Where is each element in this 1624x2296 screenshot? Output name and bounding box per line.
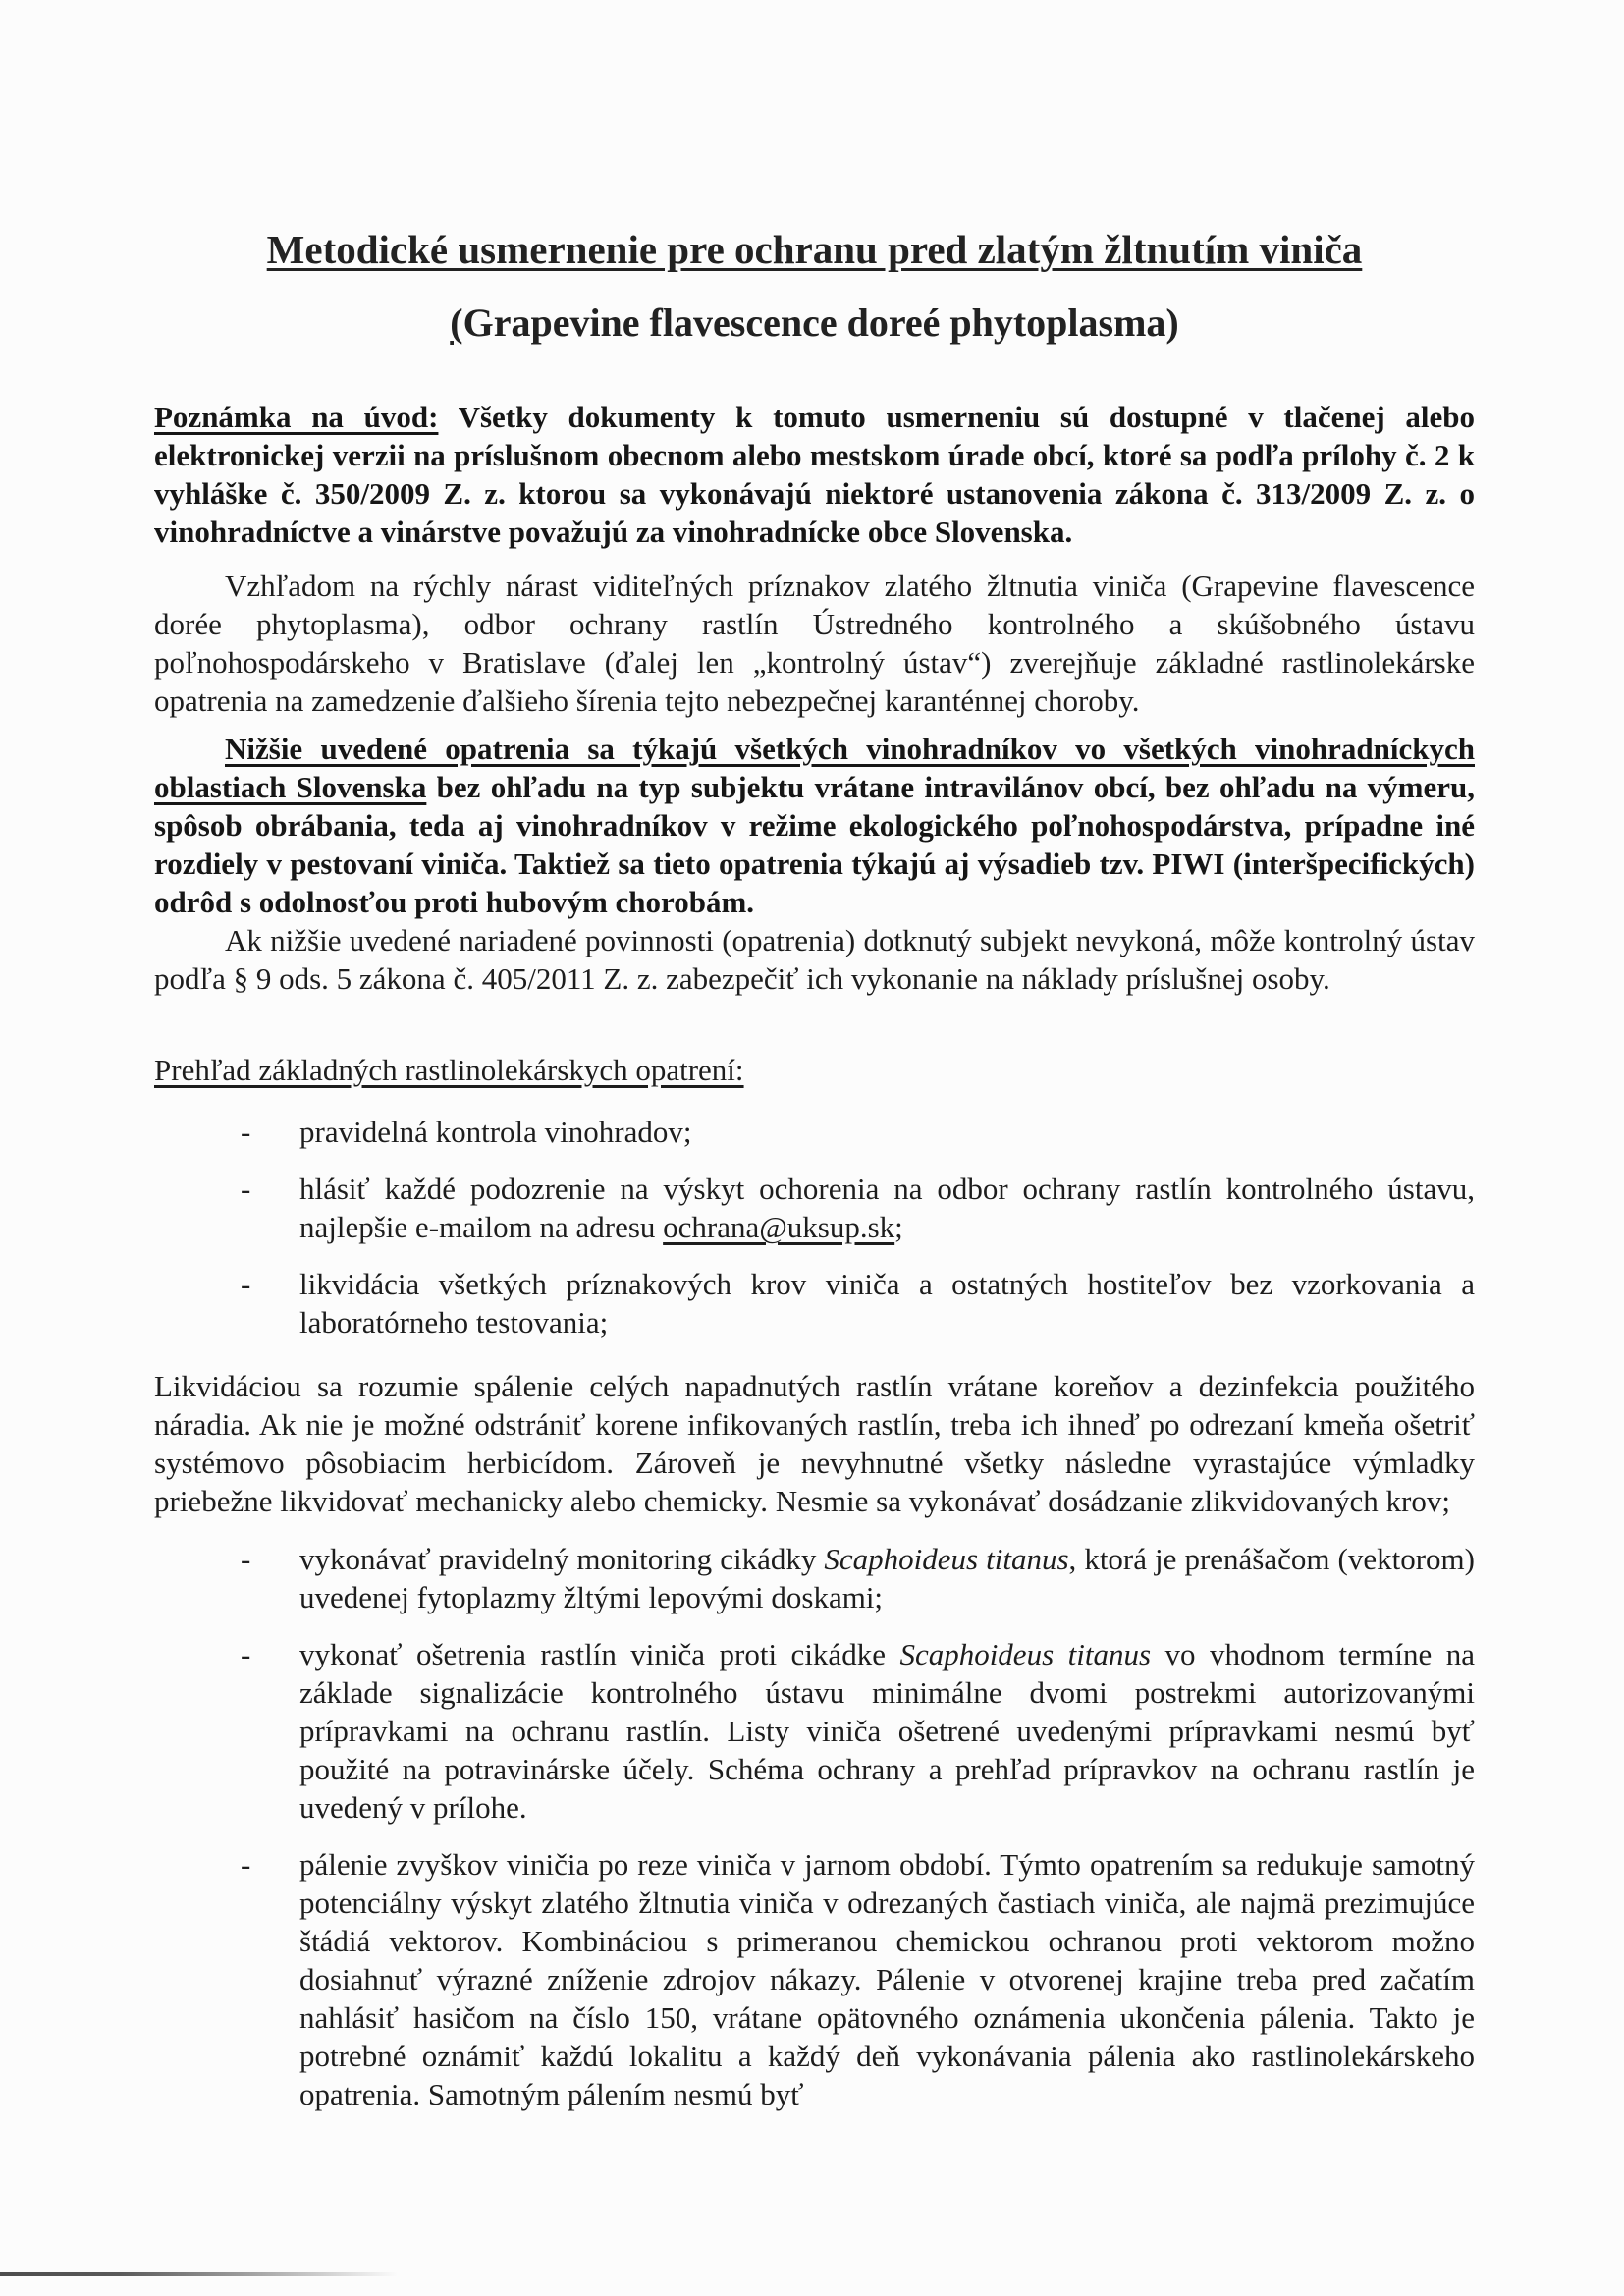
text-segment: bez ohľadu na typ subjektu vrátane intravilánov obcí, bez ohľadu na výmeru, spôsob obrábania, teda aj vinohradníkov v režime ekologického poľnohospodárstva, prípadne iné rozdiely v pestovaní viniča. Taktiež sa tieto opatrenia týkajú aj výsadieb tzv. PIWI (interšpecifických) odrôd s odolnosťou proti hubovým chorobám.	[154, 770, 1475, 920]
text-segment: Grapevine flavescence doreé phytoplasma)	[462, 301, 1179, 346]
text-segment: Nižšie uvedené opatrenia sa týkajú všetkých vinohradníkov vo všetkých vinohradníckych oblastiach Slovenska	[154, 732, 1475, 805]
text-segment: Všetky dokumenty k tomuto usmerneniu sú dostupné v tlačenej alebo elektronickej verzii na príslušnom obecnom alebo mestskom úrade obcí, ktoré sa podľa prílohy č. 2 k vyhláške č. 350/2009 Z. z. ktorou sa vykonávajú niektoré ustanovenia zákona č. 313/2009 Z. z. o vinohradníctve a vinárstve považujú za vinohradnícke obce Slovenska.	[154, 400, 1475, 550]
section-heading-prehlad	[154, 1051, 1475, 1089]
text-segment: Ak nižšie uvedené nariadené povinnosti (opatrenia) dotknutý subjekt nevykoná, môže kontrolný ústav podľa § 9 ods. 5 zákona č. 405/2011 Z. z. zabezpečiť ich vykonanie na náklady príslušnej osoby.	[154, 923, 1475, 997]
paragraph-intro-note	[154, 398, 1475, 551]
text-segment: likvidácia všetkých príznakových krov viniča a ostatných hostiteľov bez vzorkovania a laboratórneho testovania;	[299, 1267, 1475, 1340]
text-segment: Prehľad základných rastlinolekárskych opatrení:	[154, 1053, 744, 1088]
text-segment: vykonávať pravidelný monitoring cikádky	[299, 1542, 825, 1577]
bullet-text	[299, 1635, 1475, 1827]
text-segment: pravidelná kontrola vinohradov;	[299, 1115, 692, 1150]
bullet-item-monitoring	[154, 1540, 1475, 1616]
text-segment: Metodické usmernenie pre ochranu pred zlatým žltnutím viniča	[266, 227, 1363, 272]
text-segment: (	[450, 301, 463, 346]
text-segment: Scaphoideus titanus	[824, 1542, 1069, 1577]
bullet-marker: -	[241, 1172, 251, 1207]
bullet-text	[299, 1170, 1475, 1246]
bullet-text	[299, 1845, 1475, 2113]
bullet-list-monitoring	[154, 1540, 1475, 2113]
text-segment: Likvidáciou sa rozumie spálenie celých napadnutých rastlín vrátane koreňov a dezinfekcia použitého náradia. Ak nie je možné odstrániť korene infikovaných rastlín, treba ich ihneď po odrezaní kmeňa ošetriť systémovo pôsobiacim herbicídom. Zároveň je nevyhnutné všetky následne vyrastajúce výmladky priebežne likvidovať mechanicky alebo chemicky. Nesmie sa vykonávať dosádzanie zlikvidovaných krov;	[154, 1369, 1475, 1519]
bullet-item-hlasit	[154, 1170, 1475, 1246]
text-segment: vo vhodnom termíne na základe signalizácie kontrolného ústavu minimálne dvomi postrekmi autorizovanými prípravkami na ochranu rastlín. Listy viniča ošetrené uvedenými prípravkami nesmú byť použité na potravinárske účely. Schéma ochrany a prehľad prípravkov na ochranu rastlín je uvedený v prílohe.	[299, 1637, 1475, 1826]
bullet-marker: -	[241, 1637, 251, 1672]
bullet-list-opatrenia	[154, 1113, 1475, 1341]
bullet-item-osetrenia	[154, 1635, 1475, 1827]
paragraph-vzhladom	[154, 567, 1475, 720]
bullet-item-palenie	[154, 1845, 1475, 2113]
text-segment: , ktorá je prenášačom (vektorom) uvedenej fytoplazmy žltými lepovými doskami;	[299, 1542, 1475, 1615]
paragraph-likvidaciou	[154, 1367, 1475, 1520]
text-segment: Scaphoideus titanus	[899, 1637, 1152, 1672]
section-heading-text	[154, 1053, 744, 1087]
bullet-marker: -	[241, 1847, 251, 1883]
bullet-text	[299, 1265, 1475, 1341]
bullet-marker: -	[241, 1542, 251, 1577]
text-segment: pálenie zvyškov viničia po reze viniča v jarnom období. Týmto opatrením sa redukuje samotný potenciálny výskyt zlatého žltnutia viniča v odrezaných častiach viniča, ale najmä prezimujúce štádiá vektorov. Kombináciou s primeranou chemickou ochranou proti vektorom možno dosiahnuť výrazné zníženie zdrojov nákazy. Pálenie v otvorenej krajine treba pred začatím nahlásiť hasičom na číslo 150, vrátane opätovného oznámenia ukončenia pálenia. Takto je potrebné oznámiť každú lokalitu a každý deň vykonávania pálenia ako rastlinolekárskeho opatrenia. Samotným pálením nesmú byť	[299, 1847, 1475, 2112]
document-title	[154, 226, 1475, 274]
email-address: ochrana@uksup.sk	[663, 1210, 895, 1245]
bullet-text	[299, 1113, 1475, 1151]
bullet-item-kontrola	[154, 1113, 1475, 1151]
bullet-marker: -	[241, 1267, 251, 1302]
paragraph-ak-nizsie	[154, 921, 1475, 998]
text-segment: Poznámka na úvod:	[154, 400, 439, 435]
text-segment: ;	[894, 1210, 903, 1245]
document-subtitle	[154, 300, 1475, 347]
bullet-item-likvidacia	[154, 1265, 1475, 1341]
scan-artifact-line	[0, 2272, 398, 2276]
bullet-marker: -	[241, 1115, 251, 1150]
text-segment: Vzhľadom na rýchly nárast viditeľných príznakov zlatého žltnutia viniča (Grapevine flavescence dorée phytoplasma), odbor ochrany rastlín Ústredného kontrolného a skúšobného ústavu poľnohospodárskeho v Bratislave (ďalej len „kontrolný ústav“) zverejňuje základné rastlinolekárske opatrenia na zamedzenie ďalšieho šírenia tejto nebezpečnej karanténnej choroby.	[154, 569, 1475, 719]
text-segment: hlásiť každé podozrenie na výskyt ochorenia na odbor ochrany rastlín kontrolného ústavu, najlepšie e-mailom na adresu	[299, 1172, 1475, 1245]
paragraph-nizsie-opatrenia	[154, 730, 1475, 921]
bullet-text	[299, 1540, 1475, 1616]
text-segment: vykonať ošetrenia rastlín viniča proti cikádke	[299, 1637, 900, 1672]
